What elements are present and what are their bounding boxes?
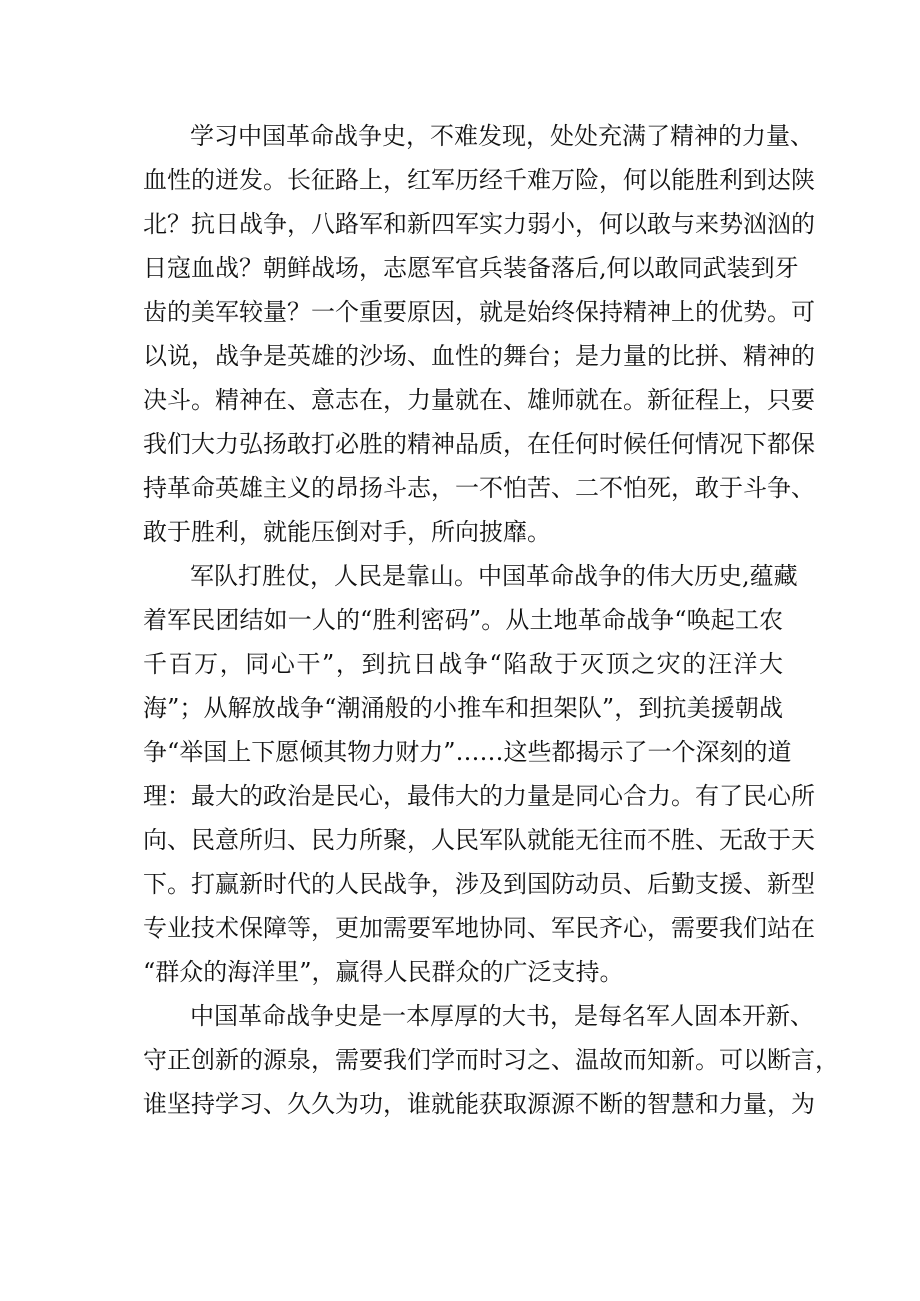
text-line: 着军民团结如一人的“胜利密码”。从土地革命战争“唤起工农 — [143, 606, 783, 634]
text-line: 专业技术保障等，更加需要军地协同、军民齐心，需要我们站在 — [143, 914, 815, 942]
text-line: 理：最大的政治是民心，最伟大的力量是同心合力。有了民心所 — [143, 782, 815, 810]
text-line: 我们大力弘扬敢打必胜的精神品质，在任何时候任何情况下都保 — [143, 430, 815, 458]
text-line: 决斗。精神在、意志在，力量就在、雄师就在。新征程上，只要 — [143, 386, 815, 414]
text-line: 谁坚持学习、久久为功，谁就能获取源源不断的智慧和力量，为 — [143, 1090, 815, 1118]
text-line: 以说，战争是英雄的沙场、血性的舞台；是力量的比拼、精神的 — [143, 342, 815, 370]
text-line: 守正创新的源泉，需要我们学而时习之、温故而知新。可以断言， — [143, 1046, 839, 1074]
text-line: 中国革命战争史是一本厚厚的大书，是每名军人固本开新、 — [190, 1002, 814, 1030]
text-line: 日寇血战？朝鲜战场，志愿军官兵装备落后,何以敢同武装到牙 — [143, 254, 799, 282]
text-line: 北？抗日战争，八路军和新四军实力弱小，何以敢与来势汹汹的 — [143, 210, 815, 238]
text-line: 学习中国革命战争史，不难发现，处处充满了精神的力量、 — [190, 122, 814, 150]
text-line: 齿的美军较量？一个重要原因，就是始终保持精神上的优势。可 — [143, 298, 815, 326]
text-line: “群众的海洋里”，赢得人民群众的广泛支持。 — [143, 958, 624, 986]
text-line: 血性的迸发。长征路上，红军历经千难万险，何以能胜利到达陕 — [143, 166, 815, 194]
text-line: 持革命英雄主义的昂扬斗志，一不怕苦、二不怕死，敢于斗争、 — [143, 474, 815, 502]
text-line: 敢于胜利，就能压倒对手，所向披靡。 — [143, 518, 551, 546]
text-line: 向、民意所归、民力所聚，人民军队就能无往而不胜、无敌于天 — [143, 826, 815, 854]
text-line: 争“举国上下愿倾其物力财力”……这些都揭示了一个深刻的道 — [143, 738, 792, 766]
text-line: 下。打赢新时代的人民战争，涉及到国防动员、后勤支援、新型 — [143, 870, 815, 898]
text-line: 海”；从解放战争“潮涌般的小推车和担架队”，到抗美援朝战 — [143, 694, 783, 722]
text-line: 军队打胜仗，人民是靠山。中国革命战争的伟大历史,蕴藏 — [190, 562, 798, 590]
text-line: 千百万，同心干”，到抗日战争“陷敌于灭顶之灾的汪洋大 — [143, 650, 783, 678]
